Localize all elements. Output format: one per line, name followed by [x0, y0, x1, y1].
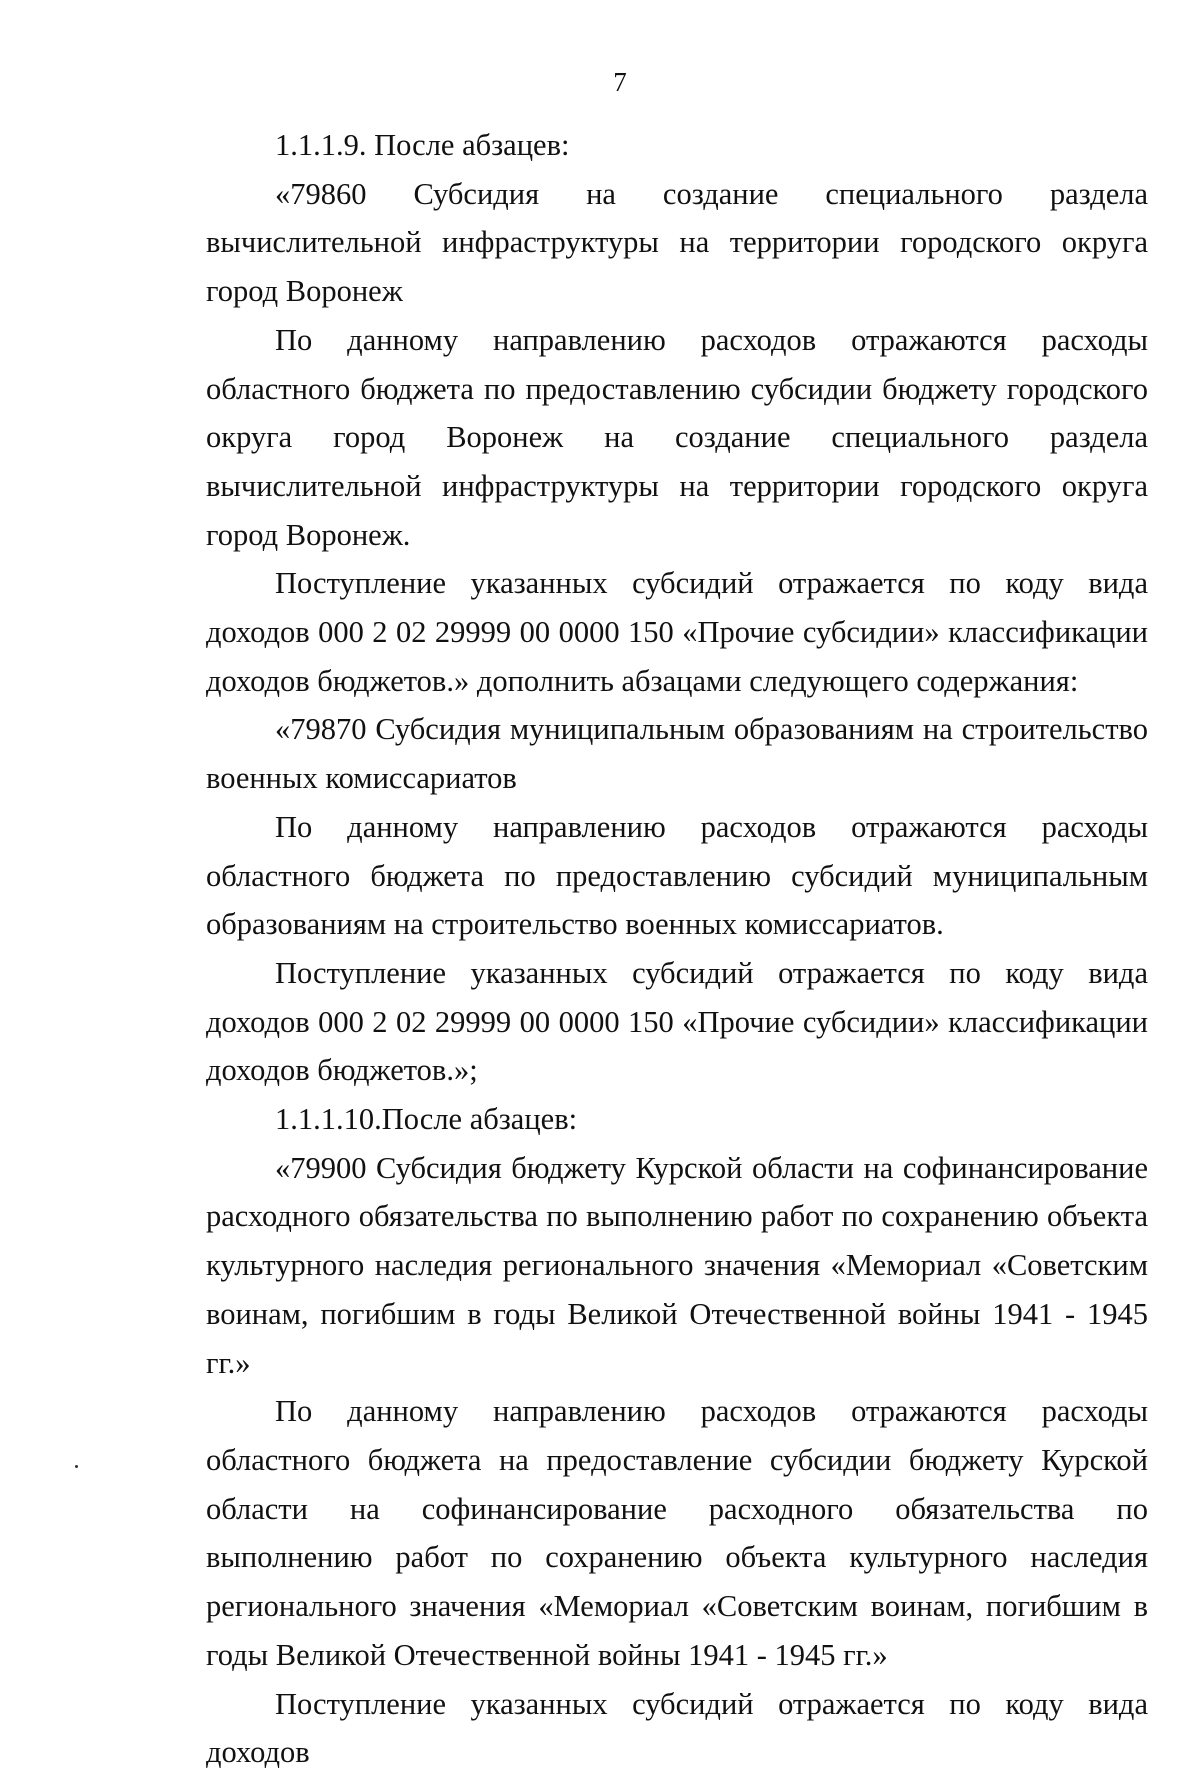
section-heading-1-1-1-10: 1.1.1.10.После абзацев:	[275, 1102, 578, 1137]
paragraph-79870-income-code: Поступление указанных субсидий отражается по коду вида доходов 000 2 02 29999 00 0000 150 «Прочие субсидии» классификации доходов бюджетов.»;	[206, 955, 1148, 1088]
paragraph-79860-description: По данному направлению расходов отражаются расходы областного бюджета по предоставлению субсидии бюджету городского округа город Воронеж на создание специального раздела вычислительной инфраструктуры на территории городского округа город Воронеж.	[206, 322, 1148, 552]
paragraph-79900-description: По данному направлению расходов отражаются расходы областного бюджета на предоставление субсидии бюджету Курской области на софинансирование расходного обязательства по выполнению работ по сохранению объекта культурного наследия регионального значения «Мемориал «Советским воинам, погибшим в годы Великой Отечественной войны 1941 - 1945 гг.»	[206, 1394, 1148, 1672]
document-body	[206, 121, 1148, 1777]
paragraph-79900-income-code: Поступление указанных субсидий отражается по коду вида доходов	[206, 1686, 1148, 1770]
paragraph-79870-description: По данному направлению расходов отражаются расходы областного бюджета по предоставлению субсидий муниципальным образованиям на строительство военных комиссариатов.	[206, 809, 1148, 942]
paragraph-79900-title: «79900 Субсидия бюджету Курской области на софинансирование расходного обязательства по выполнению работ по сохранению объекта культурного наследия регионального значения «Мемориал «Советским воинам, погибшим в годы Великой Отечественной войны 1941 - 1945 гг.»	[206, 1150, 1148, 1380]
page-number: 7	[613, 67, 627, 97]
paragraph-79870-title: «79870 Субсидия муниципальным образованиям на строительство военных комиссариатов	[206, 712, 1148, 796]
paragraph-79860-income-code: Поступление указанных субсидий отражается по коду вида доходов 000 2 02 29999 00 0000 150 «Прочие субсидии» классификации доходов бюджетов.» дополнить абзацами следующего содержания:	[206, 566, 1148, 698]
scan-speck	[75, 1465, 78, 1468]
paragraph-79860-title: «79860 Субсидия на создание специального раздела вычислительной инфраструктуры на территории городского округа город Воронеж	[206, 176, 1148, 309]
section-heading-1-1-1-9: 1.1.1.9. После абзацев:	[275, 128, 570, 162]
